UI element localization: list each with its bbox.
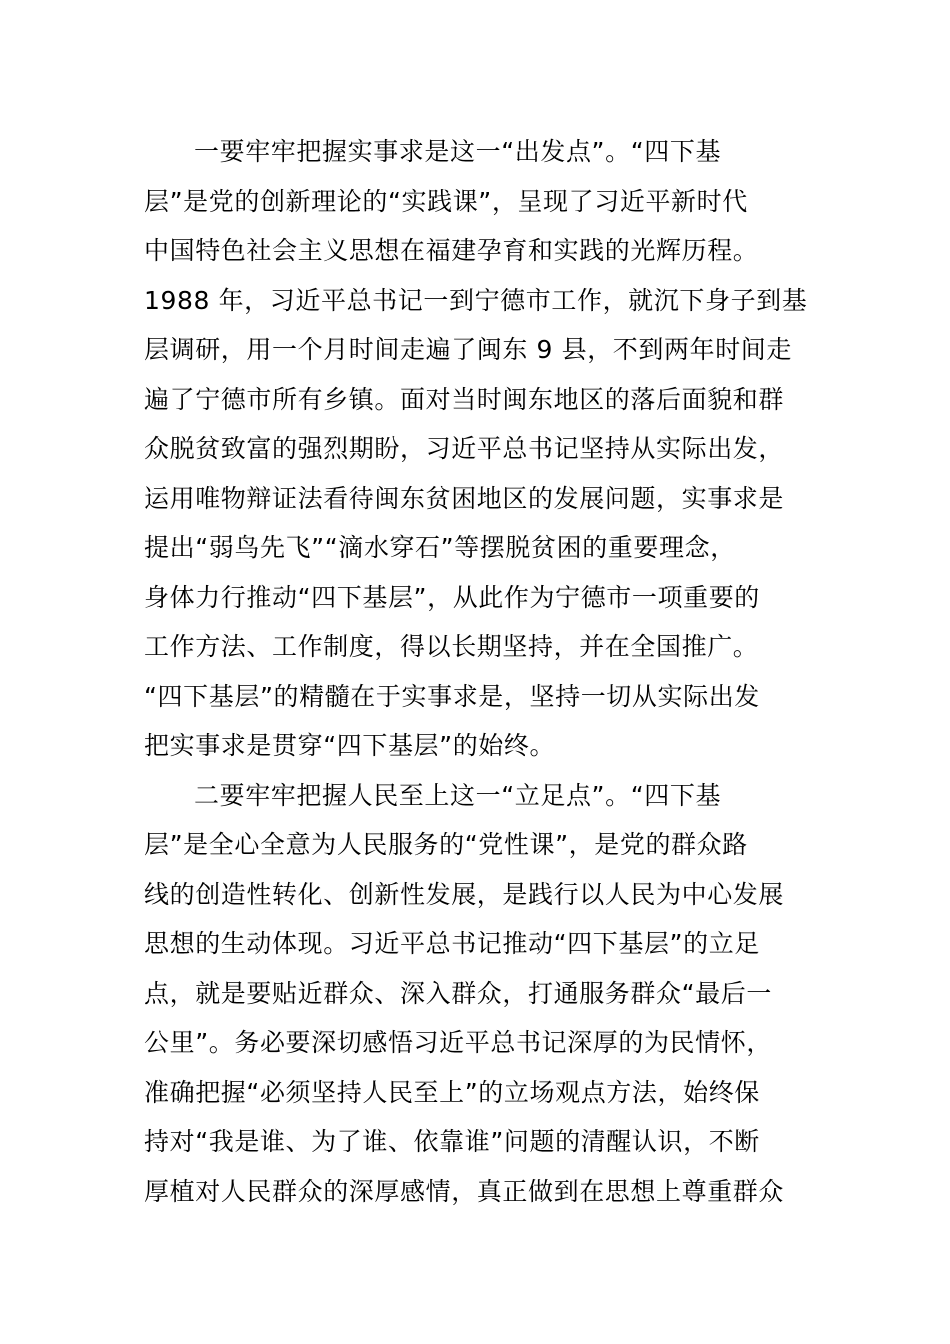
paragraph-2-line-9: 厚植对人民群众的深厚感情，真正做到在思想上尊重群众 — [144, 1177, 785, 1206]
paragraph-2-line-5: 点，就是要贴近群众、深入群众，打通服务群众“最后一 — [144, 979, 772, 1008]
paragraph-1-line-6: 遍了宁德市所有乡镇。面对当时闽东地区的落后面貌和群 — [144, 385, 785, 414]
paragraph-1-line-8: 运用唯物辩证法看待闽东贫困地区的发展问题，实事求是 — [144, 484, 785, 513]
paragraph-1-line-3: 中国特色社会主义思想在福建孕育和实践的光辉历程。 — [144, 236, 759, 265]
paragraph-1-line-9: 提出“弱鸟先飞”“滴水穿石”等摆脱贫困的重要理念， — [144, 533, 736, 562]
paragraph-2-line-6: 公里”。务必要深切感悟习近平总书记深厚的为民情怀， — [144, 1028, 772, 1057]
paragraph-1-line-11: 工作方法、工作制度，得以长期坚持，并在全国推广。 — [144, 632, 759, 661]
paragraph-1-line-12: “四下基层”的精髓在于实事求是，坚持一切从实际出发 — [144, 682, 760, 711]
paragraph-1-line-1: 一要牢牢把握实事求是这一“出发点”。“四下基 — [194, 137, 722, 166]
paragraph-2-line-1: 二要牢牢把握人民至上这一“立足点”。“四下基 — [194, 781, 722, 810]
paragraph-1-line-2: 层”是党的创新理论的“实践课”，呈现了习近平新时代 — [144, 187, 748, 216]
paragraph-2-line-7: 准确把握“必须坚持人民至上”的立场观点方法，始终保 — [144, 1078, 760, 1107]
paragraph-2-line-8: 持对“我是谁、为了谁、依靠谁”问题的清醒认识，不断 — [144, 1127, 760, 1156]
paragraph-1-line-13: 把实事求是贯穿“四下基层”的始终。 — [144, 731, 556, 760]
paragraph-1-line-10: 身体力行推动“四下基层”，从此作为宁德市一项重要的 — [144, 583, 760, 612]
paragraph-2-line-2: 层”是全心全意为人民服务的“党性课”，是党的群众路 — [144, 830, 748, 859]
paragraph-1-line-4: 1988 年，习近平总书记一到宁德市工作，就沉下身子到基 — [144, 286, 808, 315]
paragraph-1-line-5: 层调研，用一个月时间走遍了闽东 9 县，不到两年时间走 — [144, 335, 793, 364]
paragraph-2-line-4: 思想的生动体现。习近平总书记推动“四下基层”的立足 — [144, 929, 760, 958]
paragraph-2-line-3: 线的创造性转化、创新性发展，是践行以人民为中心发展 — [144, 880, 785, 909]
paragraph-1-line-7: 众脱贫致富的强烈期盼，习近平总书记坚持从实际出发， — [144, 434, 785, 463]
